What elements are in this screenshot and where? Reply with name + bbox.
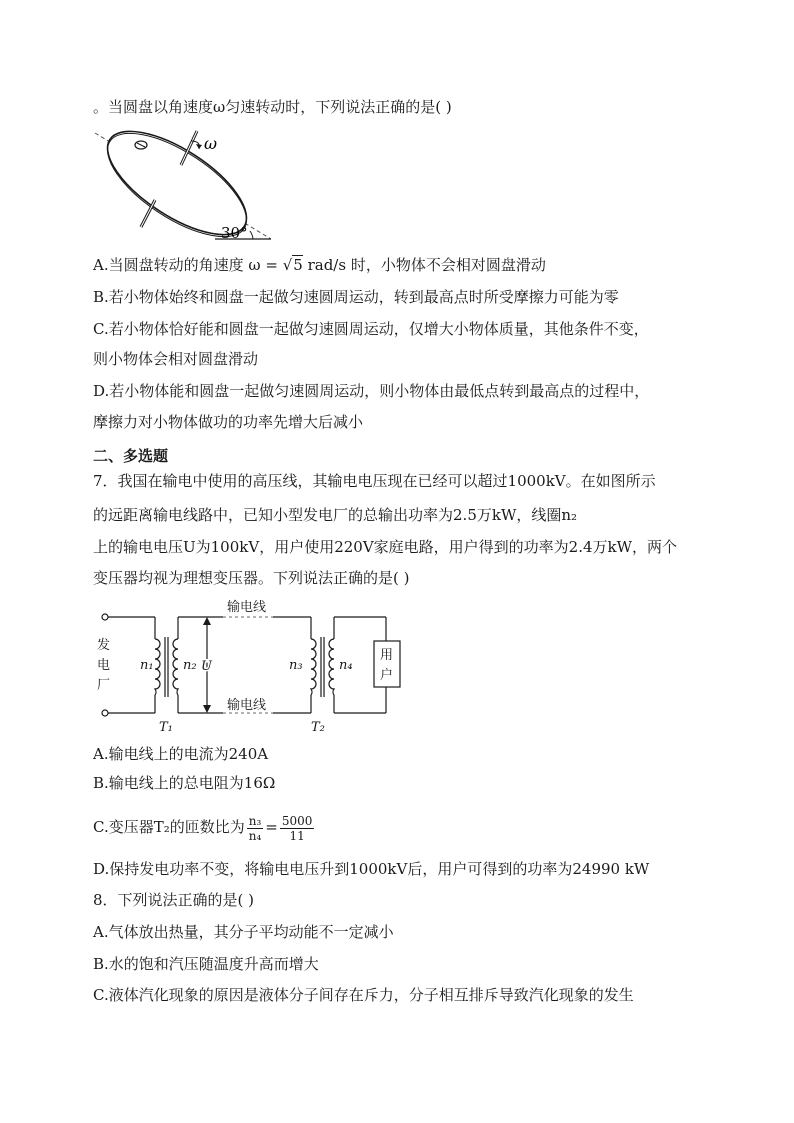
plant-label-2: 电 (97, 658, 111, 673)
rotating-disk-figure (93, 125, 278, 245)
plant-label-3: 厂 (97, 678, 111, 693)
q7-stem-line4: 变压器均视为理想变压器。下列说法正确的是( ) (93, 569, 410, 587)
q7-stem-line1: 7．我国在输电中使用的高压线，其输电电压现在已经可以超过1000kV。在如图所示 (93, 472, 656, 490)
n2-label: n₂ (183, 658, 197, 673)
angle-label: 30° (221, 224, 248, 242)
q7-option-c: C.变压器T₂的匝数比为 $\frac{\text{n₃}}{\text{n₄}}$ = $\frac{5000}{11}$ (93, 813, 313, 843)
fraction-5000-11: $\frac{5000}{11}$ (281, 813, 313, 843)
q7-stem-line3: 上的输电电压U为100kV，用户使用220V家庭电路，用户得到的功率为2.4万kW，两个 (93, 538, 678, 556)
q8-option-a: A.气体放出热量，其分子平均动能不一定减小 (93, 923, 394, 941)
q8-option-b: B.水的饱和汽压随温度升高而增大 (93, 955, 319, 973)
section-title: 二、多选题 (93, 447, 169, 465)
plant-label-1: 发 (97, 638, 111, 653)
line-top-label: 输电线 (227, 600, 267, 615)
omega-label: ω (204, 134, 218, 153)
n3-label: n₃ (289, 658, 303, 673)
q7-option-d: D.保持发电功率不变，将输电电压升到1000kV后，用户可得到的功率为24990 kW (93, 860, 650, 878)
fraction-n3-n4: $\frac{\text{n₃}}{\text{n₄}}$ (248, 813, 262, 843)
q8-stem: 8．下列说法正确的是( ) (93, 891, 255, 909)
q7-option-b: B.输电线上的总电阻为16Ω (93, 774, 276, 792)
q6-option-d-line2: 摩擦力对小物体做功的功率先增大后减小 (93, 413, 364, 431)
user-label-2: 户 (380, 668, 394, 683)
q8-option-c: C.液体汽化现象的原因是液体分子间存在斥力，分子相互排斥导致汽化现象的发生 (93, 986, 634, 1004)
q6-stem: 。当圆盘以角速度ω匀速转动时，下列说法正确的是( ) (93, 98, 452, 116)
n4-label: n₄ (339, 658, 353, 673)
q6-option-d-line1: D.若小物体能和圆盘一起做匀速圆周运动，则小物体由最低点转到最高点的过程中， (93, 382, 650, 400)
voltage-label: U (201, 659, 212, 674)
q6-option-c-line2: 则小物体会相对圆盘滑动 (93, 350, 259, 368)
t2-label: T₂ (311, 720, 325, 735)
q6-option-a: A.当圆盘转动的角速度 ω = √5 rad/s 时，小物体不会相对圆盘滑动 (93, 256, 546, 274)
n1-label: n₁ (140, 658, 154, 673)
t1-label: T₁ (159, 720, 173, 735)
user-label-1: 用 (380, 648, 394, 663)
q6-option-c-line1: C.若小物体恰好能和圆盘一起做匀速圆周运动，仅增大小物体质量，其他条件不变， (93, 320, 649, 338)
transmission-circuit-figure (93, 597, 403, 737)
q7-option-a: A.输电线上的电流为240A (93, 745, 269, 763)
q6-option-b: B.若小物体始终和圆盘一起做匀速圆周运动，转到最高点时所受摩擦力可能为零 (93, 288, 619, 306)
line-bottom-label: 输电线 (227, 698, 267, 713)
q7-stem-line2: 的远距离输电线路中，已知小型发电厂的总输出功率为2.5万kW，线圈n₂ (93, 506, 578, 524)
